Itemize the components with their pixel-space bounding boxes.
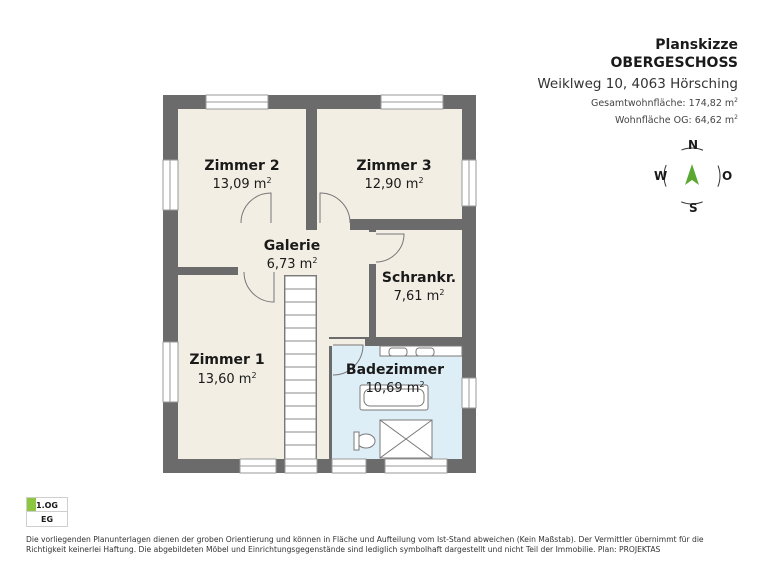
compass-west: W bbox=[654, 169, 668, 183]
room-label-zimmer-3: Zimmer 3 bbox=[356, 158, 432, 174]
room-label-galerie: Galerie bbox=[263, 238, 321, 254]
room-area-zimmer-3: 12,90 $m^2$ bbox=[364, 176, 424, 192]
floor-name: OBERGESCHOSS bbox=[610, 55, 738, 71]
plan-title: Planskizze bbox=[655, 37, 738, 53]
floor-selector bbox=[26, 497, 68, 527]
compass-north: N bbox=[688, 138, 699, 152]
north-arrow-icon bbox=[685, 164, 699, 185]
plan-header bbox=[537, 36, 738, 128]
total-area: Gesamtwohnfläche: 174,82 $m^2$ bbox=[590, 97, 738, 110]
floor-area: Wohnfläche OG: 64,62 $m^2$ bbox=[615, 114, 738, 127]
room-area-zimmer-1: 13,60 $m^2$ bbox=[197, 371, 257, 387]
compass-east: O bbox=[722, 169, 733, 183]
sink-left bbox=[389, 348, 407, 356]
address: Weiklweg 10, 4063 Hörsching bbox=[537, 76, 738, 92]
compass bbox=[652, 136, 732, 216]
sink-right bbox=[416, 348, 434, 356]
room-area-zimmer-2: 13,09 $m^2$ bbox=[212, 176, 272, 192]
floor-tab-og[interactable]: 1.OG bbox=[26, 497, 68, 512]
staircase bbox=[285, 276, 316, 459]
room-label-zimmer-1: Zimmer 1 bbox=[189, 352, 265, 368]
toilet bbox=[357, 434, 375, 448]
floor-tab-eg[interactable]: EG bbox=[26, 512, 68, 527]
room-area-galerie: 6,73 $m^2$ bbox=[266, 256, 318, 272]
room-label-schrankraum: Schrankr. bbox=[381, 270, 457, 286]
room-area-schrankraum: 7,61 $m^2$ bbox=[393, 288, 445, 304]
compass-south: S bbox=[689, 201, 698, 215]
room-label-zimmer-2: Zimmer 2 bbox=[204, 158, 280, 174]
room-area-badezimmer: 10,69 $m^2$ bbox=[365, 380, 425, 396]
disclaimer: Die vorliegenden Planunterlagen dienen der groben Orientierung und können in Fläche und Aufteilung vom Ist-Stand abweichen (Kein Maßstab). Der Vermittler übernimmt für die Richtigkeit keinerlei Haftung. Die abgebildeten Möbel und Einrichtungsgegenstände sind lediglich symbolhaft dargestellt und nicht Teil der Immobilie. Plan: PROJEKTAS bbox=[26, 535, 704, 554]
room-label-badezimmer: Badezimmer bbox=[345, 362, 445, 378]
